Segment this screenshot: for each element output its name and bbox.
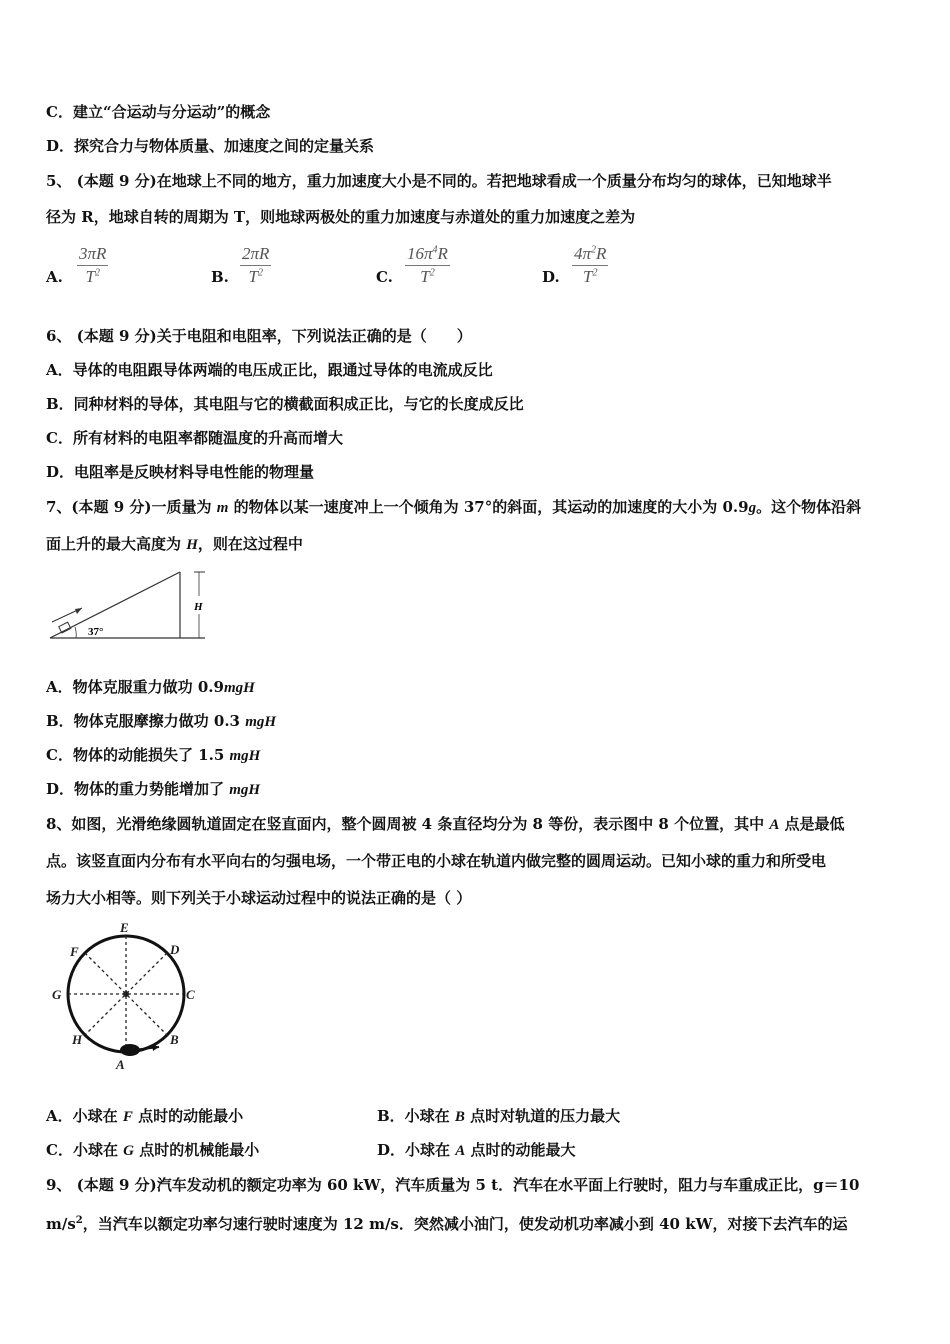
q8-label-g: G	[52, 987, 62, 1002]
q8-option-d: D．小球在 A 点时的动能最大	[377, 1141, 576, 1159]
q5-option-c-label: C.	[376, 268, 393, 286]
q5-option-c-formula: $\frac{16\pi^4R}{T^2}$	[407, 244, 448, 286]
q8-stem-line3: 场力大小相等。则下列关于小球运动过程中的说法正确的是（ ）	[46, 889, 472, 907]
q8-option-a: A．小球在 F 点时的动能最小	[46, 1107, 244, 1125]
q7-option-c: C．物体的动能损失了 1.5 mgH	[46, 746, 261, 764]
q8-stem-line1: 8、如图，光滑绝缘圆轨道固定在竖直面内，整个圆周被 4 条直径均分为 8 等份，表示图中 8 个位置，其中 A 点是最低	[46, 815, 845, 833]
q6-option-b: B．同种材料的导体，其电阻与它的横截面积成正比，与它的长度成反比	[46, 395, 524, 413]
q8-center-dot	[123, 991, 129, 997]
q7-stem-line1: 7、(本题 9 分)一质量为 m 的物体以某一速度冲上一个倾角为 37°的斜面，其运动的加速度的大小为 0.9g。这个物体沿斜	[46, 498, 862, 516]
q5-option-d-formula: $\frac{4\pi^2R}{T^2}$	[574, 244, 607, 286]
q5-option-b-formula: $\frac{2\pi R}{T^2}$	[242, 244, 270, 286]
q9-stem-line1: 9、 (本题 9 分)汽车发动机的额定功率为 60 kW，汽车质量为 5 t．汽车在水平面上行驶时，阻力与车重成正比，g＝10	[46, 1176, 860, 1194]
q8-option-b: B．小球在 B 点时对轨道的压力最大	[377, 1107, 621, 1125]
q6-option-d: D．电阻率是反映材料导电性能的物理量	[46, 463, 315, 481]
q8-label-h: H	[72, 1032, 83, 1047]
q9-stem-line2: $m/s^2$，当汽车以额定功率匀速行驶时速度为 12 m/s．突然减小油门，使发动机功率减小到 40 kW，对接下去汽车的运	[46, 1215, 848, 1233]
q7-option-a: A．物体克服重力做功 0.9mgH	[46, 678, 255, 696]
q5-option-a-label: A.	[46, 268, 63, 286]
q7-incline-figure	[46, 566, 216, 646]
q5-option-d-label: D.	[542, 268, 560, 286]
q7-angle-label: 37°	[88, 626, 104, 638]
q7-height-label: H	[194, 601, 203, 613]
q8-stem-line2: 点。该竖直面内分布有水平向右的匀强电场，一个带正电的小球在轨道内做完整的圆周运动。已知小球的重力和所受电	[46, 852, 827, 870]
q6-option-c: C．所有材料的电阻率都随温度的升高而增大	[46, 429, 343, 447]
q5-option-b-label: B.	[211, 268, 229, 286]
q7-option-d: D．物体的重力势能增加了 mgH	[46, 780, 261, 798]
q7-block	[59, 622, 71, 633]
q6-stem: 6、 (本题 9 分)关于电阻和电阻率，下列说法正确的是（ ）	[46, 327, 472, 345]
q8-circle-figure	[46, 920, 206, 1075]
q8-label-b: B	[170, 1032, 179, 1047]
q8-label-c: C	[186, 987, 195, 1002]
q5-stem-line2: 径为 R，地球自转的周期为 T，则地球两极处的重力加速度与赤道处的重力加速度之差为	[46, 208, 636, 226]
q4-option-c: C．建立“合运动与分运动”的概念	[46, 103, 271, 121]
q8-label-f: F	[70, 944, 79, 959]
q5-stem-line1: 5、 (本题 9 分)在地球上不同的地方，重力加速度大小是不同的。若把地球看成一个质量分布均匀的球体，已知地球半	[46, 172, 832, 190]
q8-option-c: C．小球在 G 点时的机械能最小	[46, 1141, 260, 1159]
q8-label-e: E	[120, 920, 129, 935]
q7-option-b: B．物体克服摩擦力做功 0.3 mgH	[46, 712, 277, 730]
q4-option-d: D．探究合力与物体质量、加速度之间的定量关系	[46, 137, 375, 155]
q6-option-a: A．导体的电阻跟导体两端的电压成正比，跟通过导体的电流成反比	[46, 361, 493, 379]
q8-label-a: A	[116, 1057, 125, 1072]
q8-label-d: D	[170, 942, 180, 957]
q7-stem-line2: 面上升的最大高度为 H，则在这过程中	[46, 535, 303, 553]
q5-option-a-formula: $\frac{3\pi R}{T^2}$	[79, 244, 107, 286]
